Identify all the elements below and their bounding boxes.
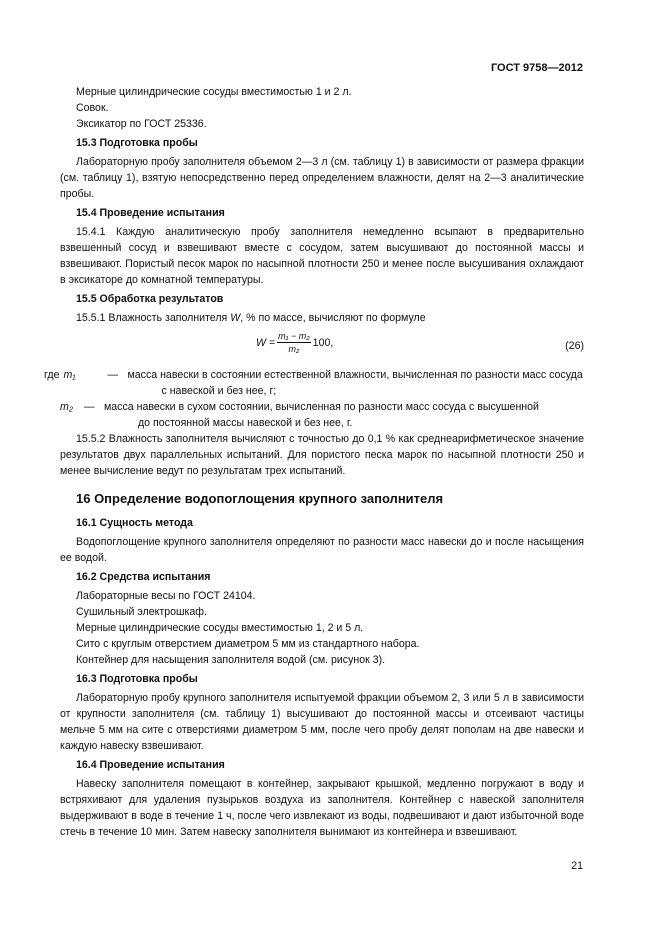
definition-m2 [60, 399, 584, 431]
paragraph [60, 310, 584, 326]
page-number: 21 [571, 860, 583, 872]
symbol: m₂ [60, 401, 73, 413]
list-item: Мерные цилиндрические сосуды вместимостью 1, 2 и 5 л. [76, 622, 364, 634]
definition-cont: до постоянной массы навеской и без нее, г. [138, 417, 353, 429]
symbol: m₁ [63, 369, 76, 381]
list-item: Сито с круглым отверстием диаметром 5 мм из стандартного набора. [76, 638, 420, 650]
page-content [44, 84, 584, 840]
formula-lhs: W [256, 336, 266, 349]
denominator: m₂ [288, 344, 300, 354]
definition-text: масса навески в состоянии естественной влажности, вычисленная по разности масс сосуда [127, 369, 583, 381]
section-heading-15-4: 15.4 Проведение испытания [76, 207, 225, 219]
formula-26 [60, 328, 584, 364]
fraction [277, 330, 311, 355]
section-heading-16-1: 16.1 Сущность метода [76, 517, 193, 529]
definition-m1 [44, 367, 584, 399]
where-label: где [44, 369, 60, 381]
definition-cont: с навеской и без нее, г; [161, 385, 277, 397]
dash: — [107, 369, 119, 381]
paragraph: Водопоглощение крупного заполнителя определяют по разности масс навески до и после насыщения ее водой. [60, 536, 584, 564]
paragraph: Навеску заполнителя помещают в контейнер, закрывают крышкой, медленно погружают в воду и встряхивают для удаления пузырьков воздуха из заполнителя. Контейнер с навеской заполнителя выдерживают в воде в течение 1 ч, после чего извлекают из воды, подвешивают и дают избыточной воде стечь в течение 10 мин. Затем навеску заполнителя вынимают из контейнера и взвешивают. [60, 778, 584, 838]
paragraph: Лабораторную пробу крупного заполнителя испытуемой фракции объемом 2, 3 или 5 л в зависимости от крупности заполнителя (см. таблицу 1) высушивают до постоянной массы и отсеивают частицы мельче 5 мм на сите с отверстиями диаметром 5 мм, после чего пробу делят пополам на две навески и каждую навеску взвешивают. [60, 692, 584, 752]
equation-number: (26) [565, 340, 584, 352]
section-heading-16-3: 16.3 Подготовка пробы [76, 673, 198, 685]
paragraph: 15.4.1 Каждую аналитическую пробу заполнителя немедленно всыпают в предварительно взвешенный сосуд и взвешивают вместе с сосудом, затем высушивают до постоянной массы и взвешивают. Пористый песок марок по насыпной плотности 250 и менее после высушивания охлаждают в эксикаторе до комнатной температуры. [60, 226, 584, 286]
section-heading-15-3: 15.3 Подготовка пробы [76, 137, 198, 149]
document-header: ГОСТ 9758—2012 [490, 62, 583, 74]
formula-eq: = [268, 336, 276, 349]
paragraph: 15.5.2 Влажность заполнителя вычисляют с точностью до 0,1 % как среднеарифметическое значение результатов двух параллельных испытаний. Для пористого песка марок по насыпной плотности 250 и менее вычисление ведут по результатам трех испытаний. [60, 433, 584, 477]
list-item: Контейнер для насыщения заполнителя водой (см. рисунок 3). [76, 654, 386, 666]
section-heading-16-2: 16.2 Средства испытания [76, 571, 211, 583]
dash: — [84, 401, 95, 413]
numerator: m₁ − m₂ [278, 331, 310, 341]
text: , % по массе, вычисляют по формуле [240, 312, 426, 324]
list-item: Мерные цилиндрические сосуды вместимостью 1 и 2 л. [76, 86, 352, 98]
paragraph: Лабораторную пробу заполнителя объемом 2—3 л (см. таблицу 1) в зависимости от размера фракции (см. таблицу 1), взятую непосредственно перед определением влажности, делят на 2—3 аналитические пробы. [60, 156, 584, 200]
formula-factor: 100, [312, 336, 334, 349]
variable: W [230, 312, 241, 324]
section-heading-15-5: 15.5 Обработка результатов [76, 293, 224, 305]
list-item: Совок. [76, 102, 109, 114]
section-heading-16: 16 Определение водопоглощения крупного заполнителя [76, 491, 444, 506]
list-item: Лабораторные весы по ГОСТ 24104. [76, 590, 256, 602]
section-heading-16-4: 16.4 Проведение испытания [76, 759, 225, 771]
list-item: Эксикатор по ГОСТ 25336. [76, 118, 207, 130]
text: 15.5.1 Влажность заполнителя [76, 312, 228, 324]
list-item: Сушильный электрошкаф. [76, 606, 207, 618]
definition-text: масса навески в сухом состоянии, вычисленная по разности масс сосуда с высушенной [104, 401, 539, 413]
